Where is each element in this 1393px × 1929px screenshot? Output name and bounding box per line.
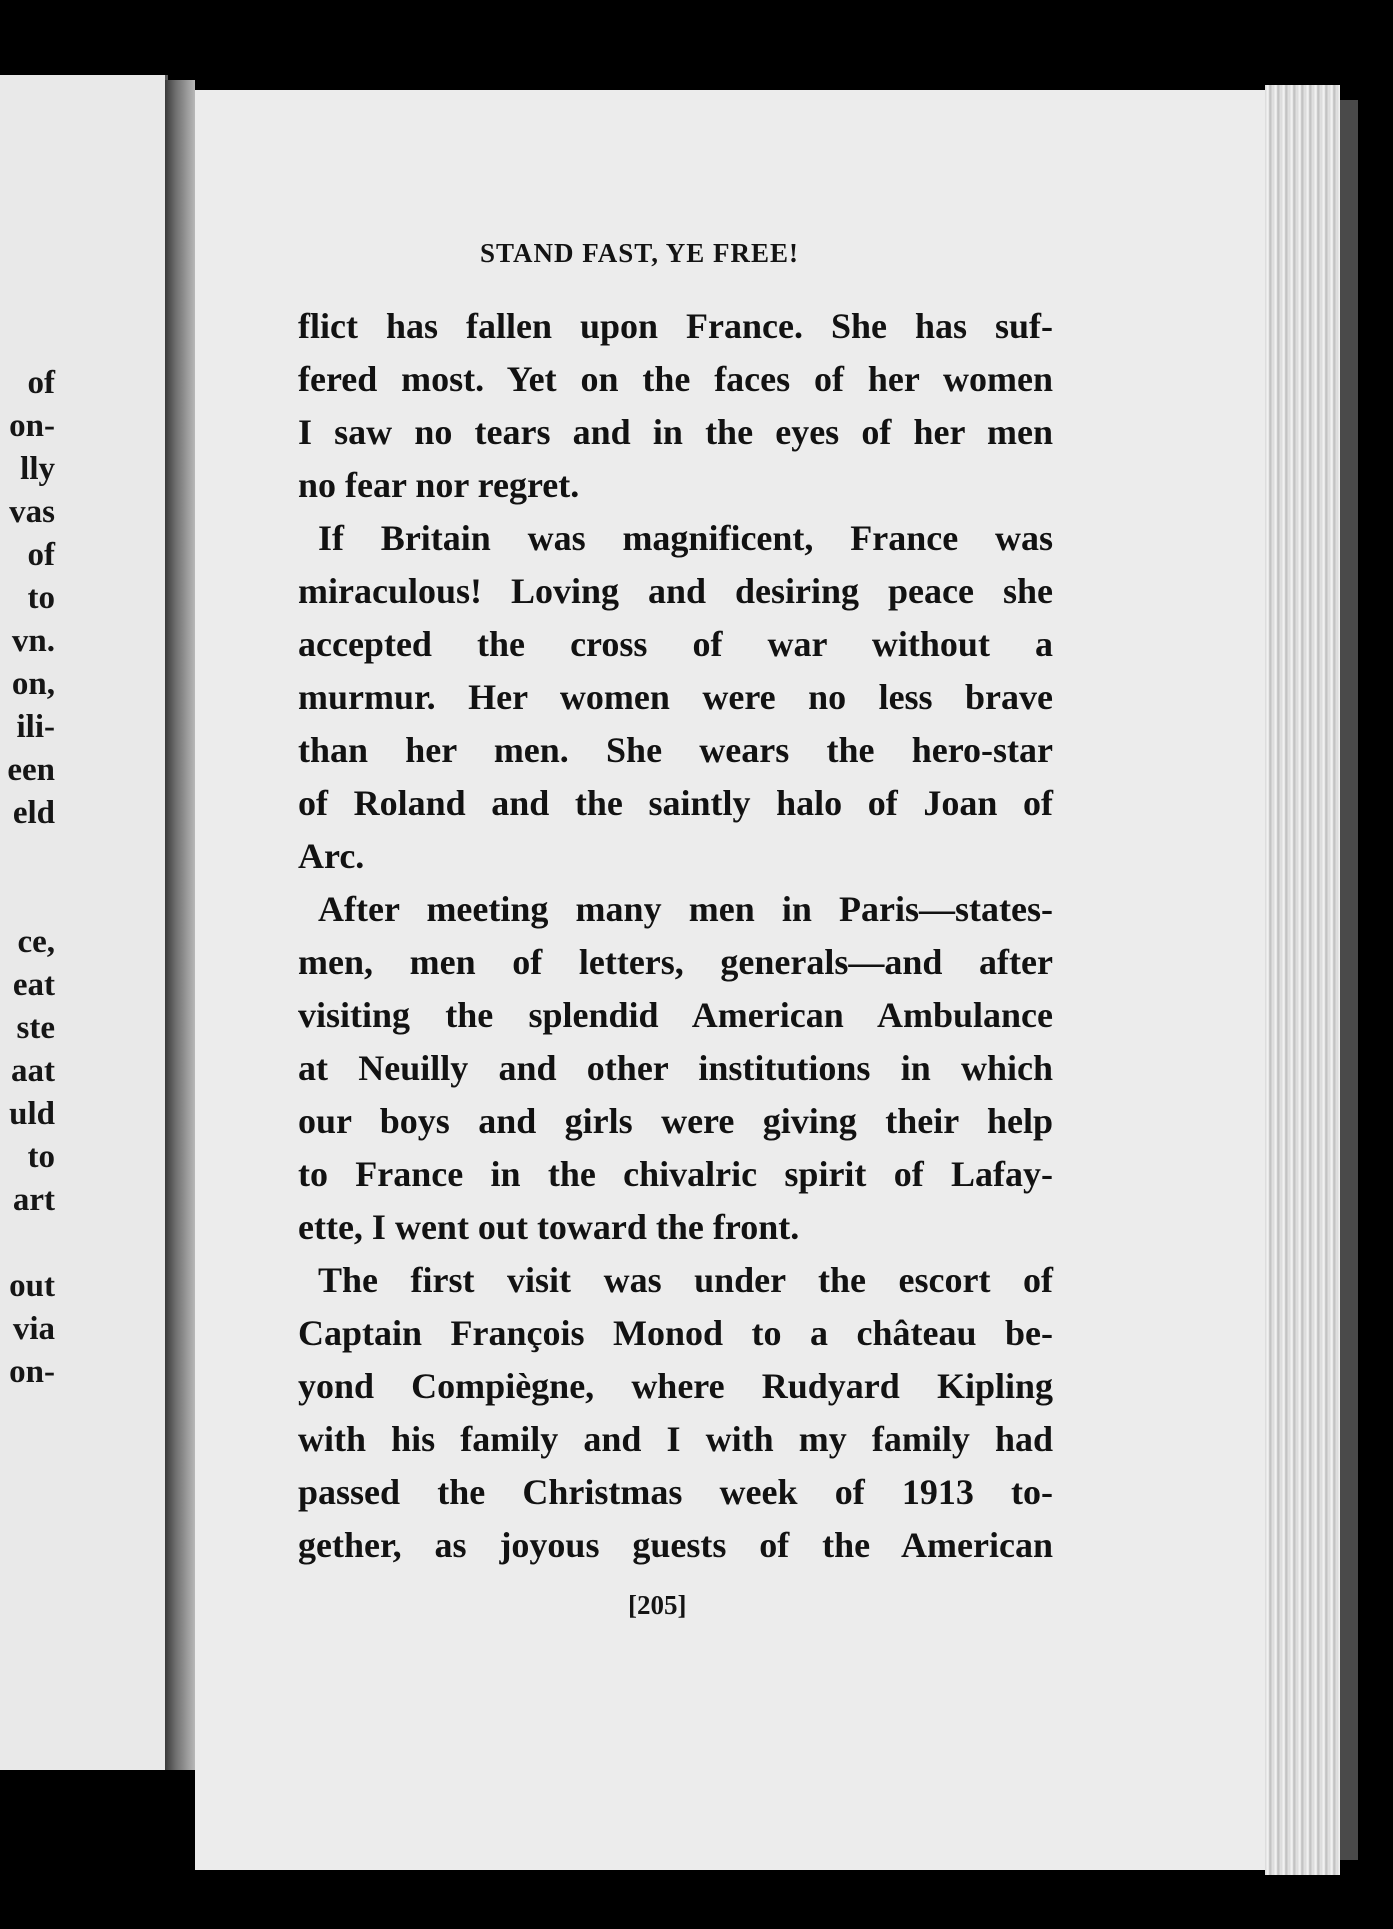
paragraph [298,883,1053,1254]
text-line: yond Compiègne, where Rudyard Kipling [298,1366,1053,1406]
page-edge-shadow [1340,100,1358,1860]
text-line: The first visit was under the escort of [318,1260,1053,1300]
text-line: If Britain was magnificent, France was [318,518,1053,558]
text-line: no fear nor regret. [298,465,580,505]
text-line: miraculous! Loving and desiring peace she [298,571,1053,611]
text-line: passed the Christmas week of 1913 to- [298,1472,1053,1512]
text-line: flict has fallen upon France. She has suf- [298,306,1053,346]
previous-page-line: art [12,1182,55,1218]
paragraph [298,512,1053,883]
book-gutter [165,80,195,1770]
text-line: gether, as joyous guests of the American [298,1525,1053,1565]
text-line: accepted the cross of war without a [298,624,1053,664]
previous-page-line: ili- [16,709,55,745]
text-line: Captain François Monod to a château be- [298,1313,1053,1353]
text-line: I saw no tears and in the eyes of her men [298,412,1053,452]
previous-page-line: on- [9,1354,55,1390]
text-line: murmur. Her women were no less brave [298,677,1053,717]
previous-page [0,75,168,1770]
text-line: of Roland and the saintly halo of Joan of [298,783,1053,823]
text-line: fered most. Yet on the faces of her women [298,359,1053,399]
previous-page-line: vn. [11,623,55,659]
previous-page-line: uld [9,1096,55,1132]
previous-page-line: eld [12,795,55,831]
previous-page-line: to [27,580,55,616]
text-line: at Neuilly and other institutions in which [298,1048,1053,1088]
text-line: ette, I went out toward the front. [298,1207,800,1247]
paragraph [298,300,1053,512]
previous-page-line: vas [9,494,55,530]
paragraph [298,1254,1053,1572]
text-line: Arc. [298,836,365,876]
previous-page-line: out [9,1268,55,1304]
previous-page-line: eat [12,967,55,1003]
text-line: visiting the splendid American Ambulance [298,995,1053,1035]
previous-page-line: een [7,752,55,788]
text-line: our boys and girls were giving their help [298,1101,1053,1141]
previous-page-line: on- [9,408,55,444]
running-head: STAND FAST, YE FREE! [480,238,800,268]
body-text [298,300,1053,1572]
previous-page-line: ce, [17,924,55,960]
text-line: After meeting many men in Paris—states- [318,889,1053,929]
previous-page-line: aat [11,1053,55,1089]
page-edges [1265,85,1340,1875]
text-line: than her men. She wears the hero-star [298,730,1053,770]
text-line: to France in the chivalric spirit of Lafay- [298,1154,1053,1194]
page-number: [205] [628,1590,687,1620]
previous-page-line: on, [11,666,55,702]
text-line: men, men of letters, generals—and after [298,942,1053,982]
previous-page-line: to [27,1139,55,1175]
previous-page-line: via [12,1311,55,1347]
previous-page-line: ste [16,1010,55,1046]
previous-page-line: of [27,537,55,573]
previous-page-line: of [27,365,55,401]
text-line: with his family and I with my family had [298,1419,1053,1459]
previous-page-line: lly [20,451,55,487]
